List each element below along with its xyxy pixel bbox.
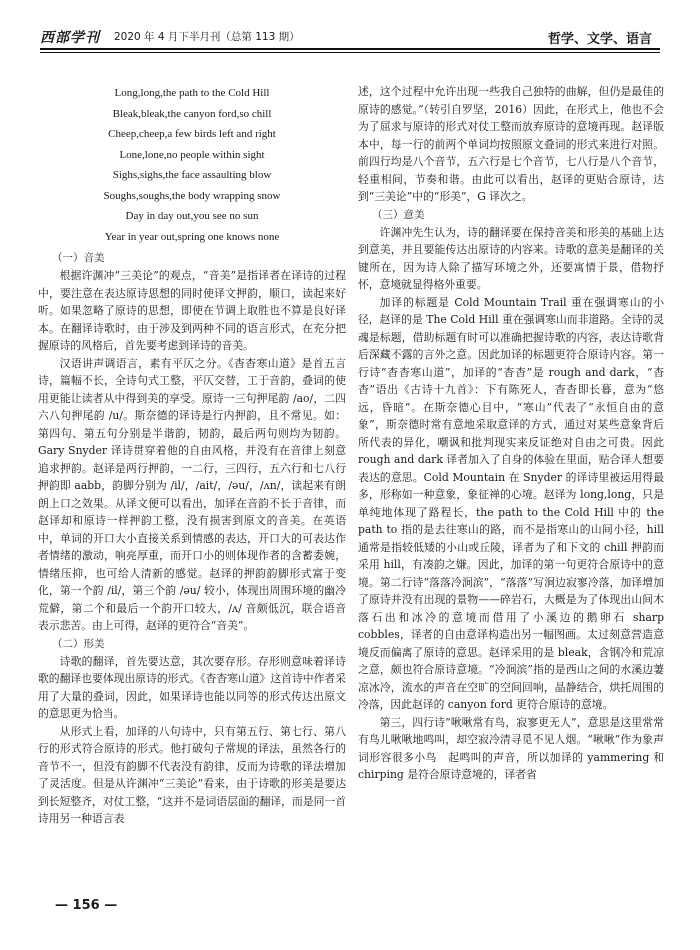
left-column bbox=[38, 83, 346, 828]
translated-poem bbox=[38, 83, 346, 247]
poem-line: Bleak,bleak,the canyon ford,so chill bbox=[112, 107, 272, 120]
poem-line: Long,long,the path to the Cold Hill bbox=[114, 87, 270, 99]
body-paragraph: 加译的标题是 Cold Mountain Trail 重在强调寒山的小径，赵译的是 The Cold Hill 重在强调寒山而非道路。全诗的灵魂是标题，借助标题有时可以准确把握诗歌的内容，表达诗歌背后深藏不露的言外之意。因此加译的标题更符合原诗内容。第一行诗“杳杳寒山道”，加译的“杳杳”是 rough and dark，“杳杳”语出《古诗十九首》：下有陈死人，杳杳即长暮，意为“悠远，昏暗”。在斯奈德心目中，“寒山”代表了“永恒自由的意象”，斯奈德时常有意地采取意译的方式，通过对某些意象背后所代表的异化，嘲讽和批判现实来反证绝对自由之可贵。因此 rough and dark 译者加入了自身的体验在里面，贴合译人想要表达的意思。Cold Mountain 在 Snyder 的译诗里被运用得最多，形称如一种意象，象征禅的心境。赵译为 long,long，只是单纯地体现了路程长，the path to the Cold Hill 中的 the path to 指的是去往寒山的路，而不是指寒山的山间小径，hill 通常是指较低矮的小山或丘陵，译者为了和下文的 chill 押韵而采用 hill，有凑韵之嫌。因此，加译的第一句更符合原诗中的意境。第二行诗“落落冷涧滨”，“落落”写涧边寂寥冷落，加译增加了原诗并没有出现的景物——碎岩石，大概是为了体现出山间木落石出和冰冷的意境而借用了小溪边的鹅卵石 sharp cobbles，译者的自由意译构造出另一幅图画。太过刻意营造意境反而偏离了原诗的意思。赵译采用的是 bleak，含钢冷和荒凉之意，颇也符合原诗意境。“冷涧滨”指的是西山之间的水溪边萋凉冰冷，流水的声音在空旷的空间回响，晶静结合，烘托周围的冷落，因此赵译的 canyon ford 更符合原诗的意境。 bbox=[358, 295, 664, 711]
body-paragraph: 根据许渊冲“三美论”的观点，“音美”是指译者在译诗的过程中，要注意在表达原诗思想的同时使译文押韵，顺口，读起来好听。如果忽略了原诗的思想，即使在节调上取胜也不算是良好译本。在翻译诗歌时，由于涉及到两种不同的语言形式，在充分把握原诗的风格后，首先要考虑到译诗的音美。 bbox=[38, 269, 346, 352]
header-rule-thick bbox=[40, 48, 660, 50]
journal-name: 西部学刊 bbox=[40, 30, 100, 46]
body-paragraph: 从形式上看，加译的八句诗中，只有第五行、第七行、第八行的形式符合原诗的形式。他打破句子常规的译法，虽然各行的音节不一，但没有韵脚不代表没有韵律，反而为诗歌的译法增加了灵活度。但是从许渊冲“三美论”看来，由于诗歌的形美是要达到长短整齐，对仗工整，“这并不是词语层面的翻译，而是同一首诗用另一种语言表 bbox=[38, 724, 346, 825]
right-column bbox=[358, 83, 664, 784]
poem-line: Day in day out,you see no sun bbox=[125, 210, 259, 222]
body-paragraph: 许渊冲先生认为，诗的翻译要在保持音美和形美的基础上达到意美，并且要能传达出原诗的内容来。诗歌的意美是翻译的关键所在，因为诗人除了描写环境之外，还要寓情于景，借物抒怀，意境就显得格外重要。 bbox=[358, 225, 664, 291]
poem-line: Soughs,soughs,the body wrapping snow bbox=[103, 189, 281, 202]
meaning-heading: （三）意美 bbox=[372, 208, 425, 221]
body-paragraph: 诗歌的翻译，首先要达意，其次要存形。存形则意味着译诗歌的翻译也要体现出原诗的形式。《杳杳寒山道》这首诗中作者采用了大量的叠词，因此，如果译诗也能以同等的形式传达出原文的意思更为恰当。 bbox=[38, 654, 346, 720]
poem-line: Cheep,cheep,a few birds left and right bbox=[108, 128, 276, 140]
body-paragraph: 述，这个过程中允许出现一些我自己独特的曲解，但仍是最佳的原诗的感觉。”（转引自罗坚，2016）因此，在形式上，他也不会为了屈求与原诗的形式对仗工整而放弃原诗的意境再现。赵译版本中，每一行的前两个单词均按照原文叠词的形式来进行对照。前四行均是八个音节，五六行是七个音节，七八行是八个音节，轻重相间，节奏和谐。由此可以看出，赵译的更贴合原诗，达到“三美论”中的“形美”，G 译次之。 bbox=[358, 85, 664, 203]
section-title: 哲学、文学、语言 bbox=[547, 32, 652, 47]
form-heading: （二）形美 bbox=[52, 637, 105, 650]
poem-line: Lone,lone,no people within sight bbox=[119, 148, 265, 161]
body-paragraph: 汉语讲声调语言，素有平仄之分。《杳杳寒山道》是首五言诗，篇幅不长，全诗句式工整，平仄交替，工于音韵，叠词的使用更能让读者从中得到美的享受。原诗一三句押尾韵 /ao/，二四六八句押尾韵 /u/。斯奈德的译诗是行内押韵，且不常见。如：第四句、第五句分别是半谐韵，韧韵，最后两句则均为韧韵。Gary Snyder 译诗贯穿着他的自由风格，并没有在音律上刻意追求押韵。赵译是两行押韵，一二行，三四行，五六行和七八行押韵即 aabb，韵脚分别为 /il/，/ait/，/əu/，/ʌn/，读起来有朗朗上口之效果。从译文便可以看出，加译在音韵不长于音律，而赵译却和原诗一样押韵工整，没有损害到原文的音美。在英语中，单词的开口大小直接关系到情感的表达，开口大的可表达作者情绪的激动，响亮厚重，而开口小的则体现作者的含蓄委婉，情绪压抑，也可给人清新的感觉。赵译的押韵韵脚形式富于变化，第一个韵 /il/，第三个韵 /əu/ 较小，体现出周围环境的幽冷荒僻，第二个和最后一个韵开口较大，/ʌ/ 音颇低沉，联合语音表示悲苦。由上可得，赵译的更符合“音美”。 bbox=[38, 356, 346, 632]
header-rule-thin bbox=[40, 52, 660, 53]
sound-heading: （一）音美 bbox=[52, 252, 105, 264]
issue-info: 2020 年 4 月下半月刊（总第 113 期） bbox=[114, 31, 300, 43]
page-header bbox=[40, 27, 660, 67]
body-paragraph: 第三，四行诗“啾啾常有鸟，寂寥更无人”，意思是这里常常有鸟儿啾啾地鸣叫，却空寂冷清寻觅不见人烟。“啾啾”作为象声词形容很多小鸟 起鸣叫的声音，所以加译的 yammering 和 chirping 是符合原诗意境的，译者省 bbox=[358, 715, 664, 781]
page-number: — 156 — bbox=[55, 898, 118, 913]
poem-line: Sighs,sighs,the face assaulting blow bbox=[112, 169, 272, 181]
poem-line: Year in year out,spring one knows none bbox=[104, 230, 280, 243]
